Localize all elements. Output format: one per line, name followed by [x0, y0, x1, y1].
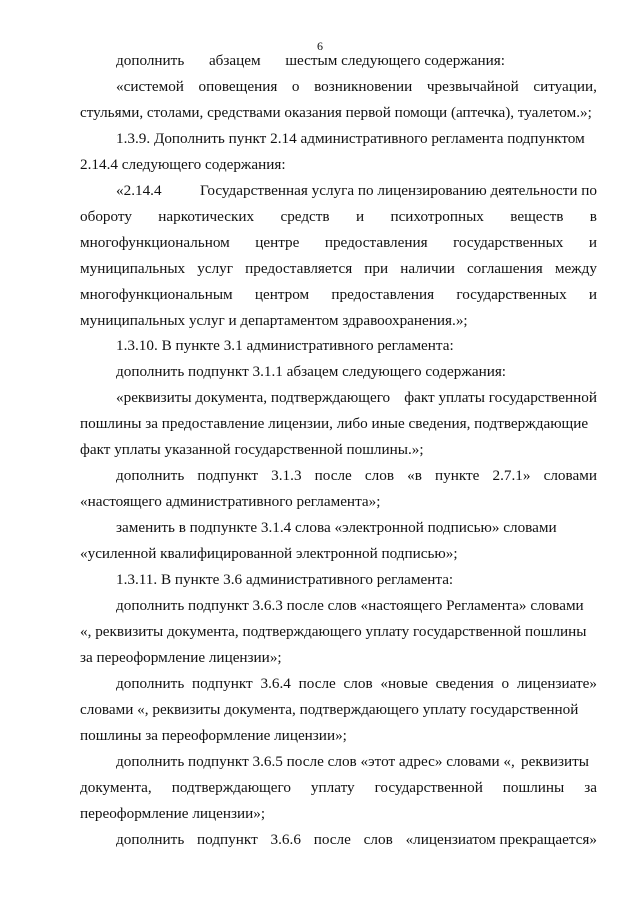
- text-run: словами: [543, 467, 597, 484]
- text-run: «лицензиатом прекращается»: [405, 831, 597, 848]
- text-run: слов: [364, 467, 395, 484]
- text-run: после: [298, 675, 336, 692]
- text-line: [116, 519, 597, 537]
- text-run: 1.3.9. Дополнить пункт 2.14 административного регламента подпунктом: [116, 130, 585, 147]
- text-line: [116, 675, 597, 693]
- text-line: [80, 493, 597, 511]
- text-run: «2.14.4: [116, 182, 162, 199]
- text-run: 3.1.3: [271, 467, 302, 484]
- text-run: за: [584, 779, 597, 796]
- text-line: [116, 363, 597, 381]
- text-run: наличии: [400, 260, 455, 277]
- text-run: 3.6.6: [270, 831, 301, 848]
- text-run: соглашения: [466, 260, 543, 277]
- text-run: после: [313, 831, 351, 848]
- text-run: дополнить подпункт 3.1.1 абзацем следующего содержания:: [116, 363, 507, 380]
- text-line: [80, 260, 597, 278]
- text-run: и: [588, 286, 597, 303]
- text-run: уплату: [310, 779, 355, 796]
- text-line: [80, 312, 597, 330]
- text-run: в: [589, 208, 597, 225]
- text-run: стульями, столами, средствами оказания первой помощи (аптечка), туалетом.»;: [80, 104, 592, 121]
- text-run: переоформление лицензии»;: [80, 805, 266, 822]
- text-line: [80, 779, 597, 797]
- text-line: [116, 337, 597, 355]
- text-run: о: [501, 675, 510, 692]
- text-run: дополнить: [116, 675, 185, 692]
- text-run: предоставляется: [245, 260, 353, 277]
- text-run: дополнить: [116, 52, 185, 69]
- text-run: центре: [255, 234, 300, 251]
- text-line: [116, 597, 597, 615]
- text-run: дополнить подпункт 3.6.5 после слов «этот адрес» словами «,: [116, 753, 515, 770]
- text-line: [116, 130, 597, 148]
- text-run: предоставления: [331, 286, 435, 303]
- text-line: [116, 571, 597, 589]
- text-line: [80, 156, 597, 174]
- text-run: и: [355, 208, 365, 225]
- text-run: документа,: [80, 779, 152, 796]
- text-line: [80, 727, 597, 745]
- text-run: «новые: [380, 675, 428, 692]
- text-run: государственной: [374, 779, 483, 796]
- text-run: шестым следующего содержания:: [285, 52, 505, 69]
- text-run: центром: [254, 286, 310, 303]
- text-line: [80, 805, 597, 823]
- text-run: предоставления: [324, 234, 428, 251]
- text-run: 2.14.4 следующего содержания:: [80, 156, 286, 173]
- text-run: сведения: [435, 675, 494, 692]
- text-run: о: [291, 78, 300, 95]
- text-run: факт уплаты указанной государственной пошлины.»;: [80, 441, 424, 458]
- text-line: [116, 52, 505, 70]
- text-run: между: [554, 260, 597, 277]
- text-run: «реквизиты документа, подтверждающего: [116, 389, 391, 406]
- text-run: «системой: [116, 78, 184, 95]
- text-run: дополнить: [116, 831, 185, 848]
- text-run: психотропных: [390, 208, 484, 225]
- text-run: факт уплаты государственной: [404, 389, 597, 406]
- text-run: оповещения: [198, 78, 278, 95]
- text-run: веществ: [510, 208, 564, 225]
- text-run: муниципальных услуг и департаментом здравоохранения.»;: [80, 312, 468, 329]
- page-number: 6: [317, 39, 323, 53]
- text-run: словами «, реквизиты документа, подтверждающего уплату государственной: [80, 701, 579, 718]
- text-run: слов: [363, 831, 393, 848]
- text-run: муниципальных: [80, 260, 186, 277]
- text-run: пункте: [435, 467, 480, 484]
- text-run: подтверждающего: [171, 779, 291, 796]
- text-run: средств: [280, 208, 330, 225]
- text-run: за переоформление лицензии»;: [80, 649, 282, 666]
- text-run: дополнить: [116, 467, 185, 484]
- text-run: услуг: [197, 260, 233, 277]
- text-run: лицензиате»: [516, 675, 597, 692]
- text-line: [80, 286, 597, 304]
- text-run: пошлины: [502, 779, 565, 796]
- text-line: [80, 234, 597, 252]
- text-run: «усиленной квалифицированной электронной подписью»;: [80, 545, 458, 562]
- text-run: обороту: [80, 208, 132, 225]
- text-run: многофункциональным: [80, 286, 233, 303]
- text-line: [80, 623, 597, 641]
- text-run: подпункт: [192, 675, 253, 692]
- text-run: 1.3.11. В пункте 3.6 административного регламента:: [116, 571, 454, 588]
- text-line: [116, 831, 597, 849]
- text-line: [80, 441, 597, 459]
- text-run: при: [364, 260, 389, 277]
- text-line: [116, 753, 589, 771]
- text-run: «в: [407, 467, 422, 484]
- text-line: [80, 649, 597, 667]
- text-run: реквизиты: [521, 753, 589, 770]
- text-run: пошлины за предоставление лицензии, либо иные сведения, подтверждающие: [80, 415, 589, 432]
- text-run: пошлины за переоформление лицензии»;: [80, 727, 347, 744]
- text-run: «, реквизиты документа, подтверждающего уплату государственной пошлины: [80, 623, 587, 640]
- text-run: 2.7.1»: [492, 467, 531, 484]
- text-line: [80, 545, 597, 563]
- text-line: [80, 208, 597, 226]
- text-run: чрезвычайной: [426, 78, 519, 95]
- text-run: возникновении: [314, 78, 413, 95]
- text-line: [80, 104, 597, 122]
- text-run: 1.3.10. В пункте 3.1 административного регламента:: [116, 337, 454, 354]
- text-run: многофункциональном: [80, 234, 230, 251]
- text-run: дополнить подпункт 3.6.3 после слов «настоящего Регламента» словами: [116, 597, 584, 614]
- text-run: слов: [343, 675, 373, 692]
- text-line: [116, 78, 597, 96]
- text-run: ситуации,: [533, 78, 597, 95]
- text-run: абзацем: [208, 52, 261, 69]
- text-run: подпункт: [197, 467, 259, 484]
- text-line: [116, 389, 597, 407]
- text-run: и: [588, 234, 597, 251]
- text-run: наркотических: [158, 208, 255, 225]
- text-line: [116, 467, 597, 485]
- text-run: 3.6.4: [260, 675, 291, 692]
- text-run: после: [314, 467, 352, 484]
- text-run: «настоящего административного регламента»;: [80, 493, 381, 510]
- text-run: подпункт: [197, 831, 258, 848]
- text-run: заменить в подпункте 3.1.4 слова «электронной подписью» словами: [116, 519, 557, 536]
- text-line: [80, 701, 597, 719]
- text-run: Государственная услуга по лицензированию деятельности по: [199, 182, 597, 199]
- text-run: государственных: [453, 234, 564, 251]
- text-line: [80, 415, 597, 433]
- text-line: [116, 182, 597, 200]
- text-run: государственных: [456, 286, 567, 303]
